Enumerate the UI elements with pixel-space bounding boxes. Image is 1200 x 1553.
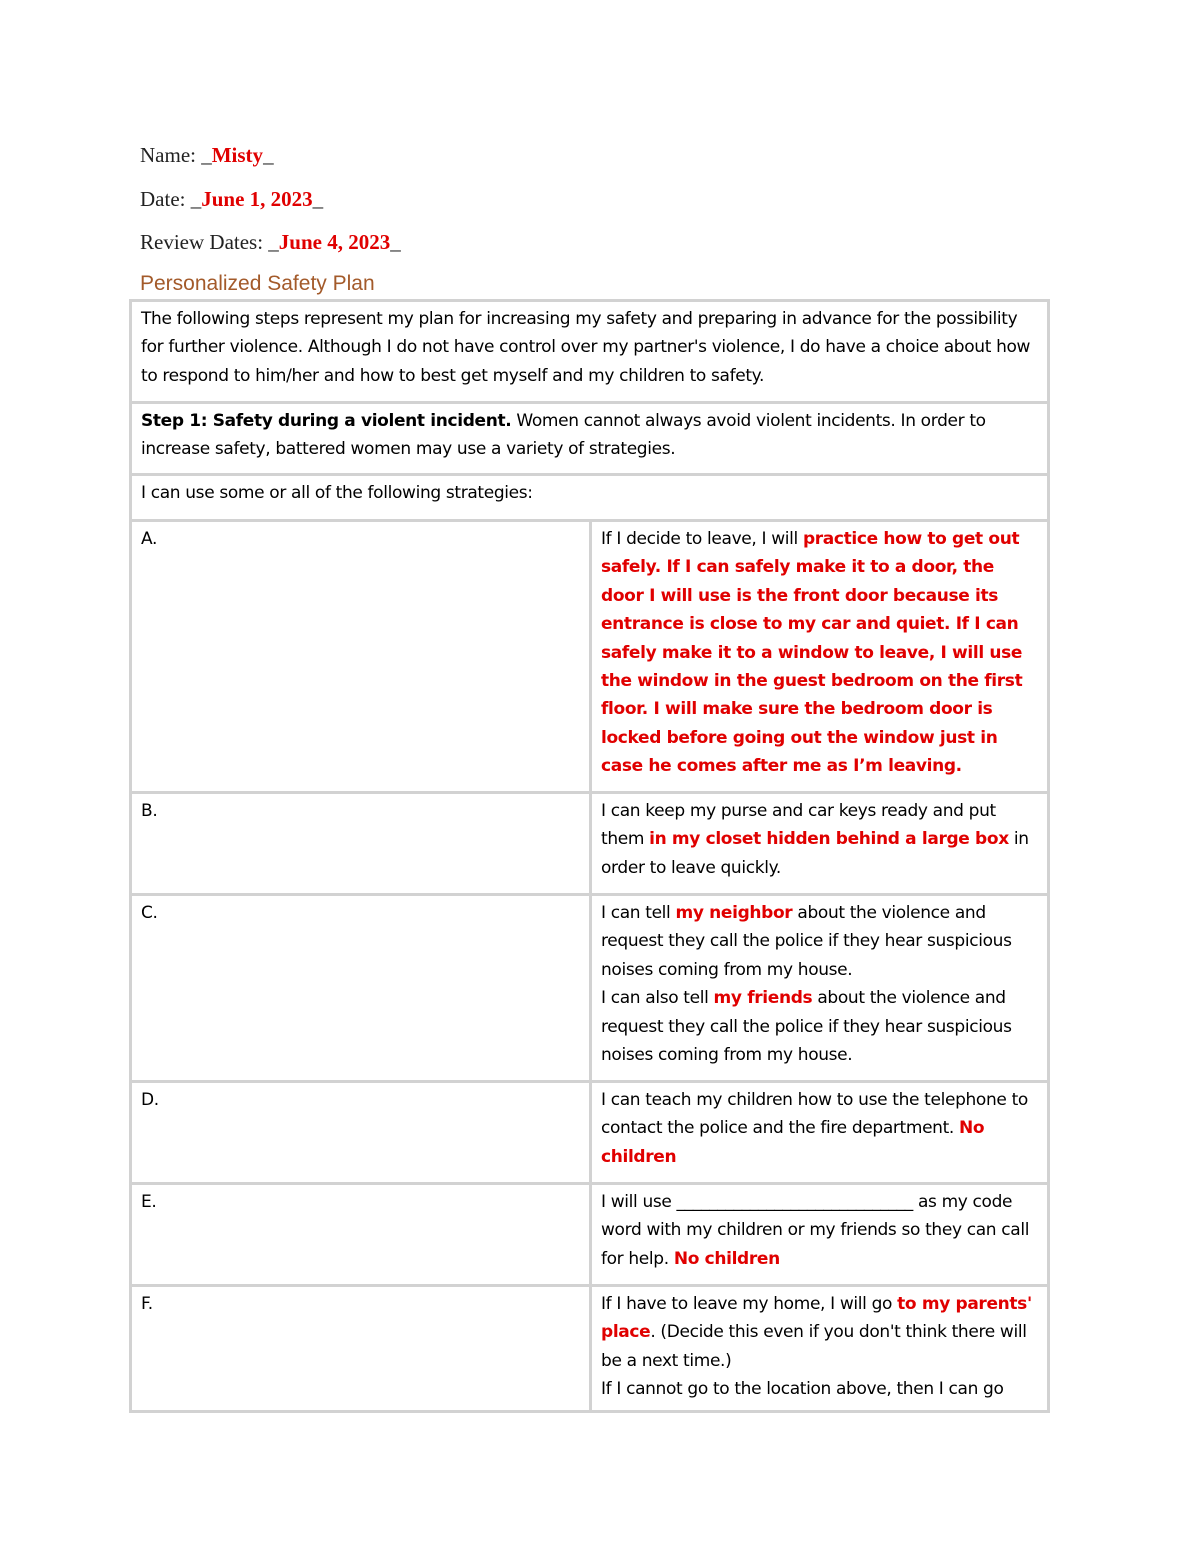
- template-text: in order to leave quickly.: [601, 829, 1029, 878]
- step1-text: Women cannot always avoid violent incidents. In order to increase safety, battered women may use a variety of strategies.: [141, 411, 986, 460]
- strategy-row: [131, 895, 1049, 1082]
- strategy-row: [131, 793, 1049, 895]
- filled-response: my neighbor: [675, 903, 793, 923]
- name-field: [140, 143, 274, 168]
- strategy-letter: C.: [131, 895, 591, 1082]
- strategy-text: [591, 1184, 1049, 1286]
- intro-row: [131, 301, 1049, 403]
- template-text: about the violence and request they call the police if they hear suspicious noises coming from my house.: [601, 903, 1012, 980]
- review-dates-field: [140, 230, 401, 255]
- safety-plan-table: [129, 299, 1050, 1413]
- date-value: June 1, 2023: [201, 187, 313, 211]
- filled-response: to my parents' place: [601, 1294, 1032, 1343]
- strategy-text: [591, 793, 1049, 895]
- strategies-intro: I can use some or all of the following strategies:: [131, 475, 1049, 521]
- step1-cell: [131, 403, 1049, 475]
- template-text: If I have to leave my home, I will go: [601, 1294, 898, 1314]
- step1-heading: Step 1: Safety during a violent incident.: [141, 411, 512, 431]
- intro-text: The following steps represent my plan for increasing my safety and preparing in advance for the possibility for further violence. Although I do not have control over my partner's violence, I do have a choice about how to respond to him/her and how to best get myself and my children to safety.: [131, 301, 1049, 403]
- template-text: . (Decide this even if you don't think there will be a next time.): [601, 1322, 1027, 1371]
- date-label: Date: _: [140, 187, 202, 211]
- template-text: I can tell: [601, 903, 676, 923]
- step1-row: [131, 403, 1049, 475]
- name-value: Misty: [211, 143, 264, 167]
- filled-response: No children: [601, 1118, 985, 1167]
- strategy-letter: F.: [131, 1286, 591, 1412]
- strategy-letter: E.: [131, 1184, 591, 1286]
- filled-response: No children: [673, 1248, 780, 1269]
- template-text: I can also tell: [601, 988, 714, 1009]
- strategy-text: [591, 521, 1049, 793]
- strategy-letter: A.: [131, 521, 591, 793]
- strategy-row: [131, 1082, 1049, 1184]
- template-text: If I cannot go to the location above, then I can go: [601, 1379, 1004, 1400]
- strategy-row: [131, 521, 1049, 793]
- template-text: I can keep my purse and car keys ready and put them: [601, 801, 996, 850]
- filled-response: practice how to get out safely. If I can safely make it to a door, the door I will use is the front door because its entrance is close to my car and quiet. If I can safely make it to a window to leave, I will use the window in the guest bedroom on the first floor. I will make sure the bedroom door is locked before going out the window just in case he comes after me as I’m leaving.: [601, 529, 1023, 777]
- filled-response: in my closet hidden behind a large box: [649, 829, 1009, 850]
- name-tail: _: [263, 143, 274, 167]
- name-label: Name: _: [140, 143, 212, 167]
- review-value: June 4, 2023: [278, 230, 391, 254]
- template-text: about the violence and request they call the police if they hear suspicious noises coming from my house.: [601, 988, 1012, 1066]
- filled-response: my friends: [713, 988, 813, 1009]
- strategy-letter: D.: [131, 1082, 591, 1184]
- template-text: I can teach my children how to use the telephone to contact the police and the fire department.: [601, 1090, 1028, 1139]
- strategies-intro-row: [131, 475, 1049, 521]
- review-label: Review Dates: _: [140, 230, 279, 254]
- date-tail: _: [312, 187, 324, 211]
- section-title: Personalized Safety Plan: [140, 272, 375, 295]
- template-text: I will use _____________________________ as my code word with my children or my friends so they can call for help.: [601, 1192, 1030, 1269]
- review-tail: _: [390, 230, 401, 254]
- strategy-text: [591, 1286, 1049, 1412]
- strategy-row: [131, 1184, 1049, 1286]
- strategy-text: [591, 895, 1049, 1082]
- strategy-row: [131, 1286, 1049, 1412]
- strategy-text: [591, 1082, 1049, 1184]
- template-text: If I decide to leave, I will: [601, 529, 803, 549]
- strategy-letter: B.: [131, 793, 591, 895]
- date-field: [140, 187, 323, 212]
